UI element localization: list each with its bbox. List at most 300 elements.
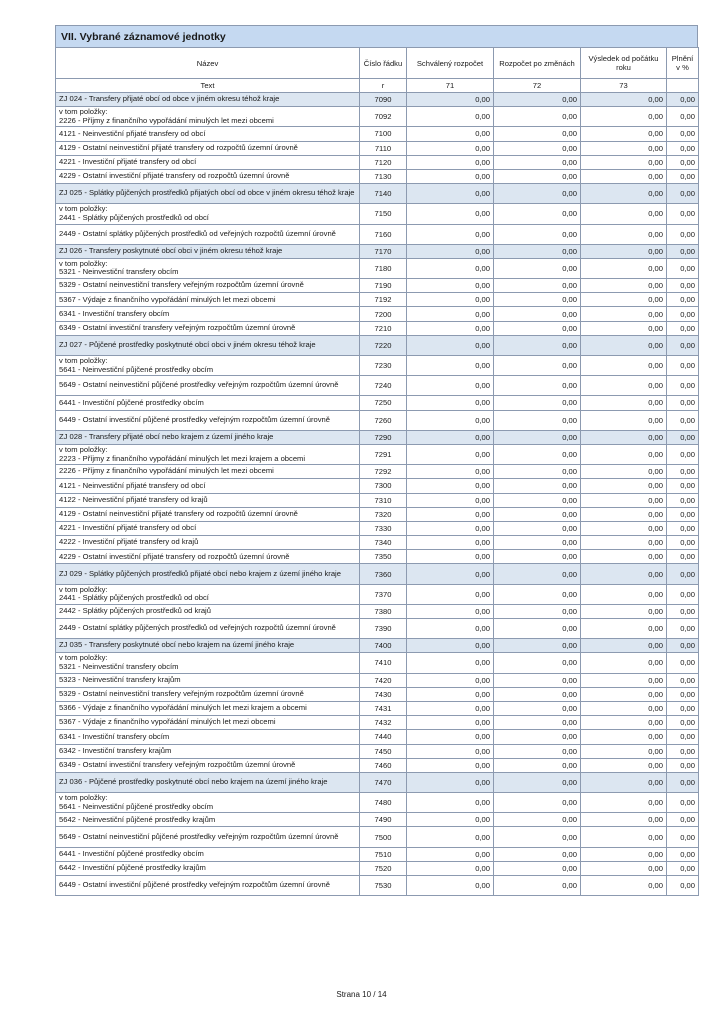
row-fulfillment-pct: 0,00 [667, 813, 699, 827]
index-name: Text [56, 79, 360, 93]
row-approved-budget: 0,00 [407, 584, 494, 604]
table-row [56, 307, 699, 321]
row-budget-after-changes: 0,00 [494, 507, 581, 521]
section-title: VII. Vybrané záznamové jednotky [55, 25, 698, 47]
row-budget-after-changes: 0,00 [494, 155, 581, 169]
row-approved-budget: 0,00 [407, 321, 494, 335]
row-budget-after-changes: 0,00 [494, 550, 581, 564]
row-result-ytd: 0,00 [581, 465, 667, 479]
table-row [56, 465, 699, 479]
row-approved-budget: 0,00 [407, 673, 494, 687]
row-budget-after-changes: 0,00 [494, 827, 581, 847]
table-row [56, 507, 699, 521]
row-fulfillment-pct: 0,00 [667, 876, 699, 896]
row-code: 7120 [360, 155, 407, 169]
row-code: 7192 [360, 293, 407, 307]
row-budget-after-changes: 0,00 [494, 444, 581, 464]
row-approved-budget: 0,00 [407, 293, 494, 307]
row-code: 7450 [360, 744, 407, 758]
row-fulfillment-pct: 0,00 [667, 564, 699, 584]
row-fulfillment-pct: 0,00 [667, 536, 699, 550]
row-fulfillment-pct: 0,00 [667, 584, 699, 604]
row-result-ytd: 0,00 [581, 127, 667, 141]
row-budget-after-changes: 0,00 [494, 793, 581, 813]
row-budget-after-changes: 0,00 [494, 772, 581, 792]
row-approved-budget: 0,00 [407, 155, 494, 169]
row-result-ytd: 0,00 [581, 584, 667, 604]
row-code: 7432 [360, 716, 407, 730]
row-code: 7090 [360, 93, 407, 107]
row-result-ytd: 0,00 [581, 444, 667, 464]
row-approved-budget: 0,00 [407, 604, 494, 618]
row-approved-budget: 0,00 [407, 507, 494, 521]
table-row [56, 107, 699, 127]
row-budget-after-changes: 0,00 [494, 204, 581, 224]
row-code: 7291 [360, 444, 407, 464]
col-header-pct: Plnění v % [667, 48, 699, 79]
row-budget-after-changes: 0,00 [494, 847, 581, 861]
table-row [56, 493, 699, 507]
row-code: 7170 [360, 244, 407, 258]
row-budget-after-changes: 0,00 [494, 653, 581, 673]
row-code: 7240 [360, 376, 407, 396]
row-fulfillment-pct: 0,00 [667, 701, 699, 715]
row-result-ytd: 0,00 [581, 184, 667, 204]
row-name: ZJ 025 - Splátky půjčených prostředků přijatých obcí od obce v jiném okresu téhož kraje [56, 184, 360, 204]
col-header-name: Název [56, 48, 360, 79]
row-fulfillment-pct: 0,00 [667, 521, 699, 535]
table-row [56, 444, 699, 464]
row-budget-after-changes: 0,00 [494, 279, 581, 293]
row-approved-budget: 0,00 [407, 107, 494, 127]
row-fulfillment-pct: 0,00 [667, 376, 699, 396]
row-fulfillment-pct: 0,00 [667, 604, 699, 618]
row-budget-after-changes: 0,00 [494, 321, 581, 335]
row-name: 5367 - Výdaje z finančního vypořádání minulých let mezi obcemi [56, 716, 360, 730]
row-fulfillment-pct: 0,00 [667, 550, 699, 564]
row-approved-budget: 0,00 [407, 847, 494, 861]
row-name: v tom položky: 2441 - Splátky půjčených prostředků od obcí [56, 584, 360, 604]
row-result-ytd: 0,00 [581, 861, 667, 875]
row-budget-after-changes: 0,00 [494, 813, 581, 827]
row-budget-after-changes: 0,00 [494, 107, 581, 127]
record-unit-row [56, 639, 699, 653]
row-name: 2442 - Splátky půjčených prostředků od krajů [56, 604, 360, 618]
row-fulfillment-pct: 0,00 [667, 673, 699, 687]
row-budget-after-changes: 0,00 [494, 730, 581, 744]
row-fulfillment-pct: 0,00 [667, 619, 699, 639]
row-budget-after-changes: 0,00 [494, 673, 581, 687]
table-row [56, 410, 699, 430]
row-approved-budget: 0,00 [407, 430, 494, 444]
row-code: 7500 [360, 827, 407, 847]
row-fulfillment-pct: 0,00 [667, 396, 699, 410]
row-name: 5649 - Ostatní neinvestiční půjčené prostředky veřejným rozpočtům územní úrovně [56, 827, 360, 847]
row-approved-budget: 0,00 [407, 127, 494, 141]
table-row [56, 479, 699, 493]
table-row [56, 744, 699, 758]
table-row [56, 793, 699, 813]
row-approved-budget: 0,00 [407, 184, 494, 204]
row-code: 7490 [360, 813, 407, 827]
row-name: 4221 - Investiční přijaté transfery od obcí [56, 521, 360, 535]
row-result-ytd: 0,00 [581, 744, 667, 758]
table-row [56, 293, 699, 307]
row-budget-after-changes: 0,00 [494, 861, 581, 875]
row-budget-after-changes: 0,00 [494, 876, 581, 896]
row-budget-after-changes: 0,00 [494, 687, 581, 701]
header-row [56, 48, 699, 79]
row-code: 7431 [360, 701, 407, 715]
row-result-ytd: 0,00 [581, 604, 667, 618]
index-pct [667, 79, 699, 93]
row-name: 2449 - Ostatní splátky půjčených prostředků od veřejných rozpočtů územní úrovně [56, 619, 360, 639]
row-code: 7160 [360, 224, 407, 244]
row-approved-budget: 0,00 [407, 564, 494, 584]
table-row [56, 321, 699, 335]
row-result-ytd: 0,00 [581, 169, 667, 183]
row-result-ytd: 0,00 [581, 827, 667, 847]
row-result-ytd: 0,00 [581, 376, 667, 396]
row-code: 7190 [360, 279, 407, 293]
col-header-c71: Schválený rozpočet [407, 48, 494, 79]
row-approved-budget: 0,00 [407, 744, 494, 758]
row-result-ytd: 0,00 [581, 224, 667, 244]
row-approved-budget: 0,00 [407, 335, 494, 355]
row-name: 6449 - Ostatní investiční půjčené prostředky veřejným rozpočtům územní úrovně [56, 876, 360, 896]
row-result-ytd: 0,00 [581, 772, 667, 792]
row-name: v tom položky: 2223 - Příjmy z finančního vypořádání minulých let mezi krajem a obcemi [56, 444, 360, 464]
row-name: 4121 - Neinvestiční přijaté transfery od obcí [56, 479, 360, 493]
table-row [56, 827, 699, 847]
row-result-ytd: 0,00 [581, 701, 667, 715]
table-row [56, 653, 699, 673]
row-code: 7360 [360, 564, 407, 584]
row-result-ytd: 0,00 [581, 321, 667, 335]
row-approved-budget: 0,00 [407, 258, 494, 278]
row-name: ZJ 024 - Transfery přijaté obcí od obce v jiném okresu téhož kraje [56, 93, 360, 107]
row-approved-budget: 0,00 [407, 204, 494, 224]
index-c71: 71 [407, 79, 494, 93]
row-name: 6341 - Investiční transfery obcím [56, 307, 360, 321]
row-fulfillment-pct: 0,00 [667, 204, 699, 224]
table-row [56, 861, 699, 875]
row-fulfillment-pct: 0,00 [667, 639, 699, 653]
table-row [56, 604, 699, 618]
row-budget-after-changes: 0,00 [494, 127, 581, 141]
row-code: 7150 [360, 204, 407, 224]
row-code: 7260 [360, 410, 407, 430]
row-budget-after-changes: 0,00 [494, 604, 581, 618]
row-fulfillment-pct: 0,00 [667, 335, 699, 355]
row-approved-budget: 0,00 [407, 536, 494, 550]
row-name: 5642 - Neinvestiční půjčené prostředky krajům [56, 813, 360, 827]
row-name: 4222 - Investiční přijaté transfery od krajů [56, 536, 360, 550]
row-name: 4229 - Ostatní investiční přijaté transfery od rozpočtů územní úrovně [56, 169, 360, 183]
row-result-ytd: 0,00 [581, 876, 667, 896]
row-code: 7330 [360, 521, 407, 535]
row-name: 6342 - Investiční transfery krajům [56, 744, 360, 758]
row-approved-budget: 0,00 [407, 376, 494, 396]
row-result-ytd: 0,00 [581, 279, 667, 293]
row-code: 7520 [360, 861, 407, 875]
row-budget-after-changes: 0,00 [494, 293, 581, 307]
row-result-ytd: 0,00 [581, 410, 667, 430]
table-row [56, 279, 699, 293]
row-result-ytd: 0,00 [581, 258, 667, 278]
table-row [56, 536, 699, 550]
row-budget-after-changes: 0,00 [494, 307, 581, 321]
row-code: 7340 [360, 536, 407, 550]
row-fulfillment-pct: 0,00 [667, 184, 699, 204]
row-budget-after-changes: 0,00 [494, 584, 581, 604]
row-name: 4122 - Neinvestiční přijaté transfery od krajů [56, 493, 360, 507]
row-budget-after-changes: 0,00 [494, 335, 581, 355]
row-fulfillment-pct: 0,00 [667, 307, 699, 321]
row-budget-after-changes: 0,00 [494, 356, 581, 376]
row-fulfillment-pct: 0,00 [667, 279, 699, 293]
row-result-ytd: 0,00 [581, 396, 667, 410]
col-header-c72: Rozpočet po změnách [494, 48, 581, 79]
row-fulfillment-pct: 0,00 [667, 107, 699, 127]
row-budget-after-changes: 0,00 [494, 410, 581, 430]
row-name: 4221 - Investiční přijaté transfery od obcí [56, 155, 360, 169]
row-result-ytd: 0,00 [581, 479, 667, 493]
row-result-ytd: 0,00 [581, 507, 667, 521]
table-row [56, 127, 699, 141]
row-approved-budget: 0,00 [407, 244, 494, 258]
row-name: 5367 - Výdaje z finančního vypořádání minulých let mezi obcemi [56, 293, 360, 307]
table-row [56, 584, 699, 604]
row-code: 7320 [360, 507, 407, 521]
row-result-ytd: 0,00 [581, 730, 667, 744]
row-fulfillment-pct: 0,00 [667, 861, 699, 875]
row-code: 7310 [360, 493, 407, 507]
row-approved-budget: 0,00 [407, 653, 494, 673]
row-approved-budget: 0,00 [407, 716, 494, 730]
row-name: ZJ 026 - Transfery poskytnuté obcí obci v jiném okresu téhož kraje [56, 244, 360, 258]
row-result-ytd: 0,00 [581, 293, 667, 307]
row-name: 4121 - Neinvestiční přijaté transfery od obcí [56, 127, 360, 141]
row-fulfillment-pct: 0,00 [667, 127, 699, 141]
row-fulfillment-pct: 0,00 [667, 793, 699, 813]
row-name: 5366 - Výdaje z finančního vypořádání minulých let mezi krajem a obcemi [56, 701, 360, 715]
row-fulfillment-pct: 0,00 [667, 744, 699, 758]
row-name: 6442 - Investiční půjčené prostředky krajům [56, 861, 360, 875]
table-row [56, 396, 699, 410]
row-result-ytd: 0,00 [581, 335, 667, 355]
row-budget-after-changes: 0,00 [494, 258, 581, 278]
row-result-ytd: 0,00 [581, 307, 667, 321]
row-approved-budget: 0,00 [407, 758, 494, 772]
row-budget-after-changes: 0,00 [494, 701, 581, 715]
row-fulfillment-pct: 0,00 [667, 493, 699, 507]
row-fulfillment-pct: 0,00 [667, 730, 699, 744]
row-fulfillment-pct: 0,00 [667, 293, 699, 307]
page-number: Strana 10 / 14 [336, 990, 387, 999]
row-fulfillment-pct: 0,00 [667, 224, 699, 244]
row-code: 7110 [360, 141, 407, 155]
row-approved-budget: 0,00 [407, 861, 494, 875]
row-budget-after-changes: 0,00 [494, 479, 581, 493]
row-budget-after-changes: 0,00 [494, 224, 581, 244]
row-budget-after-changes: 0,00 [494, 465, 581, 479]
table-row [56, 813, 699, 827]
row-budget-after-changes: 0,00 [494, 376, 581, 396]
table-row [56, 204, 699, 224]
row-name: 6441 - Investiční půjčené prostředky obcím [56, 847, 360, 861]
row-code: 7390 [360, 619, 407, 639]
row-code: 7200 [360, 307, 407, 321]
row-name: 5323 - Neinvestiční transfery krajům [56, 673, 360, 687]
row-name: v tom položky: 2441 - Splátky půjčených prostředků od obcí [56, 204, 360, 224]
row-code: 7380 [360, 604, 407, 618]
record-unit-row [56, 430, 699, 444]
row-code: 7400 [360, 639, 407, 653]
row-result-ytd: 0,00 [581, 653, 667, 673]
row-result-ytd: 0,00 [581, 564, 667, 584]
row-code: 7292 [360, 465, 407, 479]
row-result-ytd: 0,00 [581, 813, 667, 827]
index-c73: 73 [581, 79, 667, 93]
row-result-ytd: 0,00 [581, 141, 667, 155]
row-result-ytd: 0,00 [581, 244, 667, 258]
row-budget-after-changes: 0,00 [494, 244, 581, 258]
record-unit-row [56, 772, 699, 792]
table-row [56, 758, 699, 772]
row-fulfillment-pct: 0,00 [667, 410, 699, 430]
row-approved-budget: 0,00 [407, 687, 494, 701]
row-fulfillment-pct: 0,00 [667, 653, 699, 673]
row-fulfillment-pct: 0,00 [667, 356, 699, 376]
row-approved-budget: 0,00 [407, 619, 494, 639]
index-code: r [360, 79, 407, 93]
row-code: 7420 [360, 673, 407, 687]
row-approved-budget: 0,00 [407, 356, 494, 376]
col-header-code: Číslo řádku [360, 48, 407, 79]
row-fulfillment-pct: 0,00 [667, 847, 699, 861]
row-fulfillment-pct: 0,00 [667, 772, 699, 792]
table-row [56, 730, 699, 744]
row-code: 7440 [360, 730, 407, 744]
row-budget-after-changes: 0,00 [494, 744, 581, 758]
row-code: 7370 [360, 584, 407, 604]
records-table [55, 47, 699, 896]
row-fulfillment-pct: 0,00 [667, 687, 699, 701]
row-budget-after-changes: 0,00 [494, 564, 581, 584]
row-approved-budget: 0,00 [407, 813, 494, 827]
row-name: 6441 - Investiční půjčené prostředky obcím [56, 396, 360, 410]
row-approved-budget: 0,00 [407, 307, 494, 321]
row-result-ytd: 0,00 [581, 758, 667, 772]
row-result-ytd: 0,00 [581, 521, 667, 535]
table-row [56, 876, 699, 896]
row-fulfillment-pct: 0,00 [667, 155, 699, 169]
row-result-ytd: 0,00 [581, 356, 667, 376]
row-budget-after-changes: 0,00 [494, 639, 581, 653]
row-budget-after-changes: 0,00 [494, 396, 581, 410]
row-code: 7410 [360, 653, 407, 673]
row-approved-budget: 0,00 [407, 479, 494, 493]
row-approved-budget: 0,00 [407, 224, 494, 244]
row-name: v tom položky: 5321 - Neinvestiční transfery obcím [56, 653, 360, 673]
row-approved-budget: 0,00 [407, 827, 494, 847]
row-approved-budget: 0,00 [407, 93, 494, 107]
record-unit-row [56, 244, 699, 258]
row-approved-budget: 0,00 [407, 521, 494, 535]
row-name: 5649 - Ostatní neinvestiční půjčené prostředky veřejným rozpočtům územní úrovně [56, 376, 360, 396]
row-fulfillment-pct: 0,00 [667, 258, 699, 278]
table-row [56, 550, 699, 564]
row-code: 7180 [360, 258, 407, 278]
row-budget-after-changes: 0,00 [494, 169, 581, 183]
row-fulfillment-pct: 0,00 [667, 93, 699, 107]
row-approved-budget: 0,00 [407, 730, 494, 744]
table-row [56, 258, 699, 278]
row-fulfillment-pct: 0,00 [667, 444, 699, 464]
table-row [56, 169, 699, 183]
row-name: v tom položky: 2226 - Příjmy z finančního vypořádání minulých let mezi obcemi [56, 107, 360, 127]
col-header-c73: Výsledek od počátku roku [581, 48, 667, 79]
row-approved-budget: 0,00 [407, 279, 494, 293]
row-result-ytd: 0,00 [581, 639, 667, 653]
row-result-ytd: 0,00 [581, 107, 667, 127]
row-budget-after-changes: 0,00 [494, 141, 581, 155]
row-fulfillment-pct: 0,00 [667, 758, 699, 772]
row-name: ZJ 036 - Půjčené prostředky poskytnuté obcí nebo krajem na území jiného kraje [56, 772, 360, 792]
row-code: 7092 [360, 107, 407, 127]
record-unit-row [56, 93, 699, 107]
row-fulfillment-pct: 0,00 [667, 507, 699, 521]
row-fulfillment-pct: 0,00 [667, 141, 699, 155]
row-code: 7470 [360, 772, 407, 792]
table-row [56, 141, 699, 155]
row-code: 7290 [360, 430, 407, 444]
table-row [56, 847, 699, 861]
row-name: 6449 - Ostatní investiční půjčené prostředky veřejným rozpočtům územní úrovně [56, 410, 360, 430]
table-row [56, 687, 699, 701]
row-result-ytd: 0,00 [581, 716, 667, 730]
row-code: 7460 [360, 758, 407, 772]
row-name: ZJ 029 - Splátky půjčených prostředků přijaté obcí nebo krajem z území jiného kraje [56, 564, 360, 584]
table-row [56, 155, 699, 169]
row-approved-budget: 0,00 [407, 444, 494, 464]
table-row [56, 716, 699, 730]
row-approved-budget: 0,00 [407, 772, 494, 792]
row-approved-budget: 0,00 [407, 465, 494, 479]
index-c72: 72 [494, 79, 581, 93]
row-name: 5329 - Ostatní neinvestiční transfery veřejným rozpočtům územní úrovně [56, 279, 360, 293]
row-name: 6341 - Investiční transfery obcím [56, 730, 360, 744]
table-row [56, 376, 699, 396]
row-name: 2226 - Příjmy z finančního vypořádání minulých let mezi obcemi [56, 465, 360, 479]
row-code: 7250 [360, 396, 407, 410]
table-row [56, 619, 699, 639]
report-section [55, 25, 698, 896]
row-code: 7480 [360, 793, 407, 813]
row-budget-after-changes: 0,00 [494, 619, 581, 639]
row-code: 7100 [360, 127, 407, 141]
row-code: 7350 [360, 550, 407, 564]
row-approved-budget: 0,00 [407, 396, 494, 410]
row-budget-after-changes: 0,00 [494, 430, 581, 444]
row-fulfillment-pct: 0,00 [667, 479, 699, 493]
index-row [56, 79, 699, 93]
row-code: 7510 [360, 847, 407, 861]
table-row [56, 356, 699, 376]
row-name: 4229 - Ostatní investiční přijaté transfery od rozpočtů územní úrovně [56, 550, 360, 564]
row-budget-after-changes: 0,00 [494, 184, 581, 204]
